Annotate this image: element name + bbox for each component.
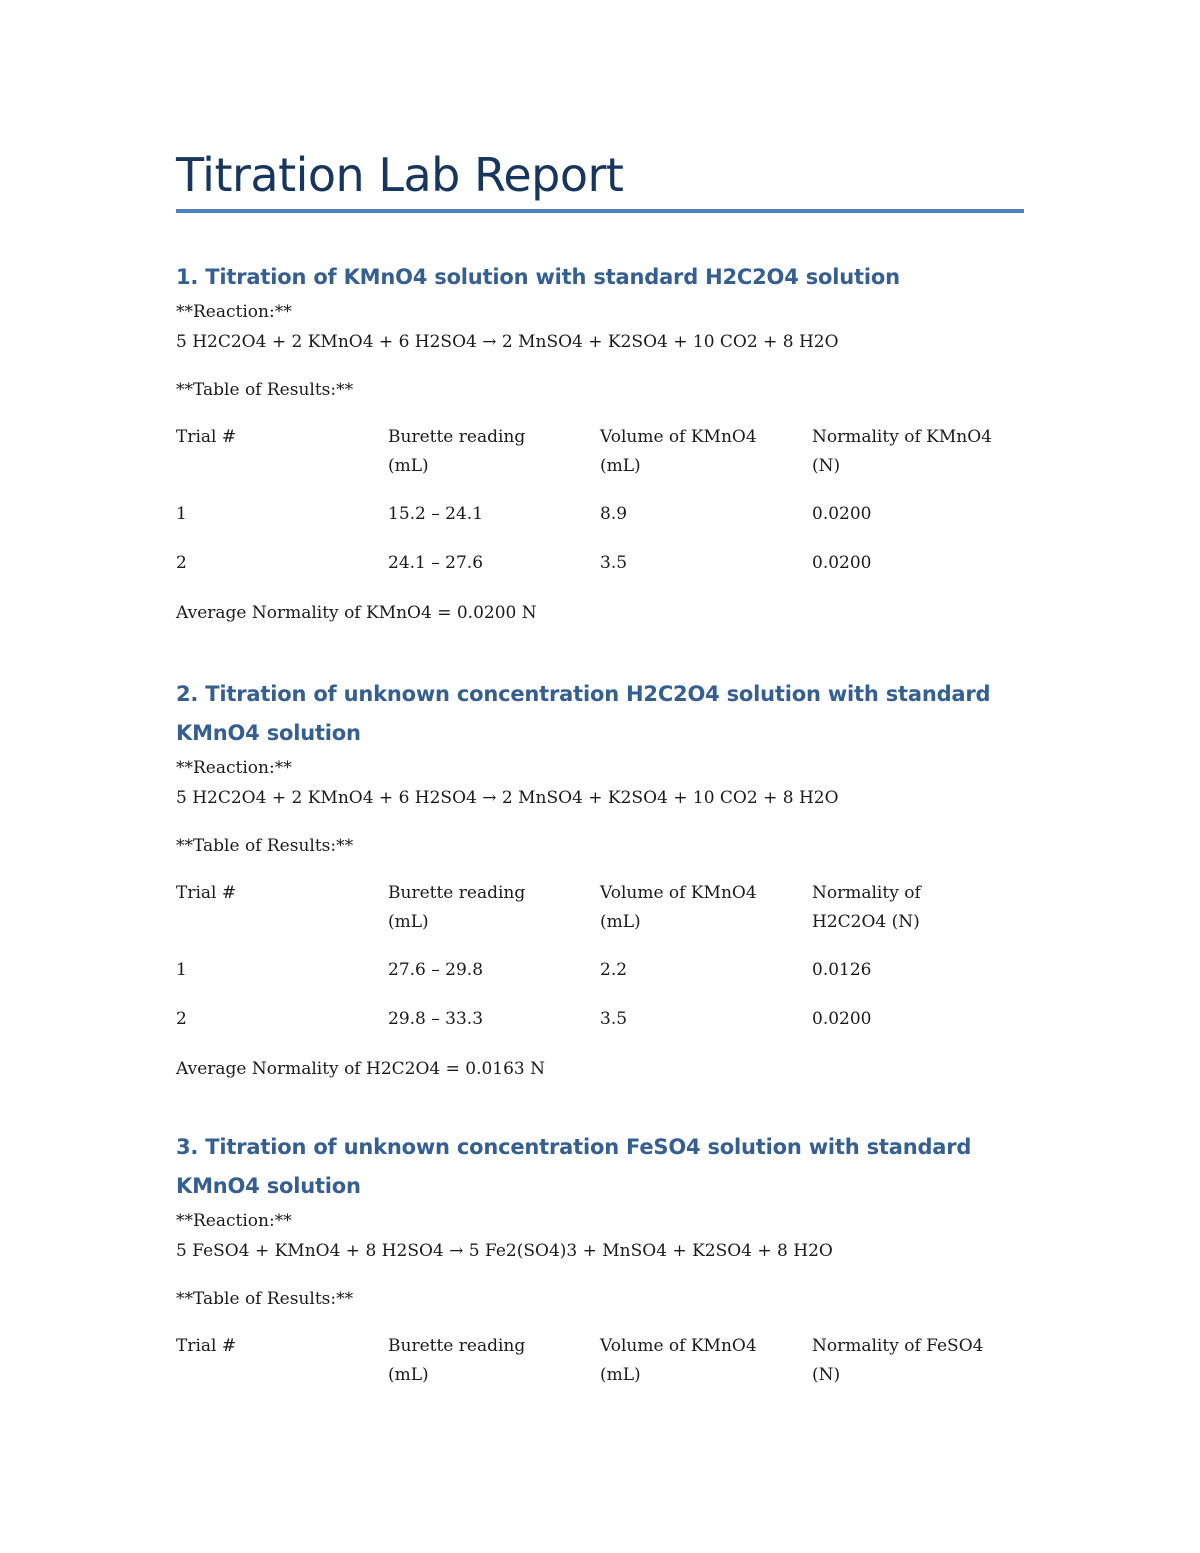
reaction-label: **Reaction:** [176,302,292,322]
table-cell: 1 [176,960,187,980]
reaction-equation: 5 H2C2O4 + 2 KMnO4 + 6 H2SO4 → 2 MnSO4 + K2SO4 + 10 CO2 + 8 H2O [176,788,839,808]
section-heading: 3. Titration of unknown concentration FeSO4 solution with standard [176,1135,972,1159]
table-header-row [176,879,1024,937]
column-header: Volume of KMnO4 (mL) [600,883,757,932]
table-cell: 3.5 [600,1009,628,1029]
column-header: Normality of H2C2O4 (N) [812,883,921,932]
table-cell: 0.0200 [812,504,872,524]
table-cell: 0.0200 [812,1009,872,1029]
table-cell: 2 [176,1009,187,1029]
reaction-equation: 5 H2C2O4 + 2 KMnO4 + 6 H2SO4 → 2 MnSO4 + K2SO4 + 10 CO2 + 8 H2O [176,332,839,352]
table-cell: 0.0200 [812,553,872,573]
table-label: **Table of Results:** [176,1289,354,1309]
column-header: Burette reading (mL) [388,883,526,932]
column-header: Volume of KMnO4 (mL) [600,427,757,476]
average-result: Average Normality of H2C2O4 = 0.0163 N [176,1059,546,1079]
results-table [176,423,1024,578]
table-cell: 2.2 [600,960,628,980]
section-1 [176,258,1024,628]
reaction-label: **Reaction:** [176,758,292,778]
section-heading-continued: KMnO4 solution [176,1174,361,1198]
results-table [176,879,1024,1034]
section-3 [176,1128,1024,1409]
table-cell: 27.6 – 29.8 [388,960,484,980]
table-cell: 24.1 – 27.6 [388,553,484,573]
section-heading: 1. Titration of KMnO4 solution with standard H2C2O4 solution [176,265,900,289]
table-row [176,549,1024,578]
column-header: Trial # [176,1336,237,1356]
section-2 [176,675,1024,1084]
column-header: Volume of KMnO4 (mL) [600,1336,757,1385]
table-row [176,500,1024,529]
table-label: **Table of Results:** [176,380,354,400]
column-header: Normality of KMnO4 (N) [812,427,992,476]
table-label: **Table of Results:** [176,836,354,856]
reaction-label: **Reaction:** [176,1211,292,1231]
table-cell: 8.9 [600,504,628,524]
column-header: Trial # [176,427,237,447]
table-cell: 15.2 – 24.1 [388,504,484,524]
table-cell: 1 [176,504,187,524]
table-row [176,1005,1024,1034]
column-header: Burette reading (mL) [388,427,526,476]
page-title: Titration Lab Report [176,148,624,202]
title-underline [176,209,1024,213]
table-row [176,956,1024,985]
table-cell: 29.8 – 33.3 [388,1009,484,1029]
column-header: Burette reading (mL) [388,1336,526,1385]
section-heading: 2. Titration of unknown concentration H2C2O4 solution with standard [176,682,991,706]
reaction-equation: 5 FeSO4 + KMnO4 + 8 H2SO4 → 5 Fe2(SO4)3 + MnSO4 + K2SO4 + 8 H2O [176,1241,833,1261]
results-table [176,1332,1024,1390]
table-cell: 0.0126 [812,960,872,980]
table-cell: 2 [176,553,187,573]
table-header-row [176,423,1024,481]
section-heading-continued: KMnO4 solution [176,721,361,745]
column-header: Normality of FeSO4 (N) [812,1336,984,1385]
column-header: Trial # [176,883,237,903]
average-result: Average Normality of KMnO4 = 0.0200 N [176,603,537,623]
table-header-row [176,1332,1024,1390]
table-cell: 3.5 [600,553,628,573]
